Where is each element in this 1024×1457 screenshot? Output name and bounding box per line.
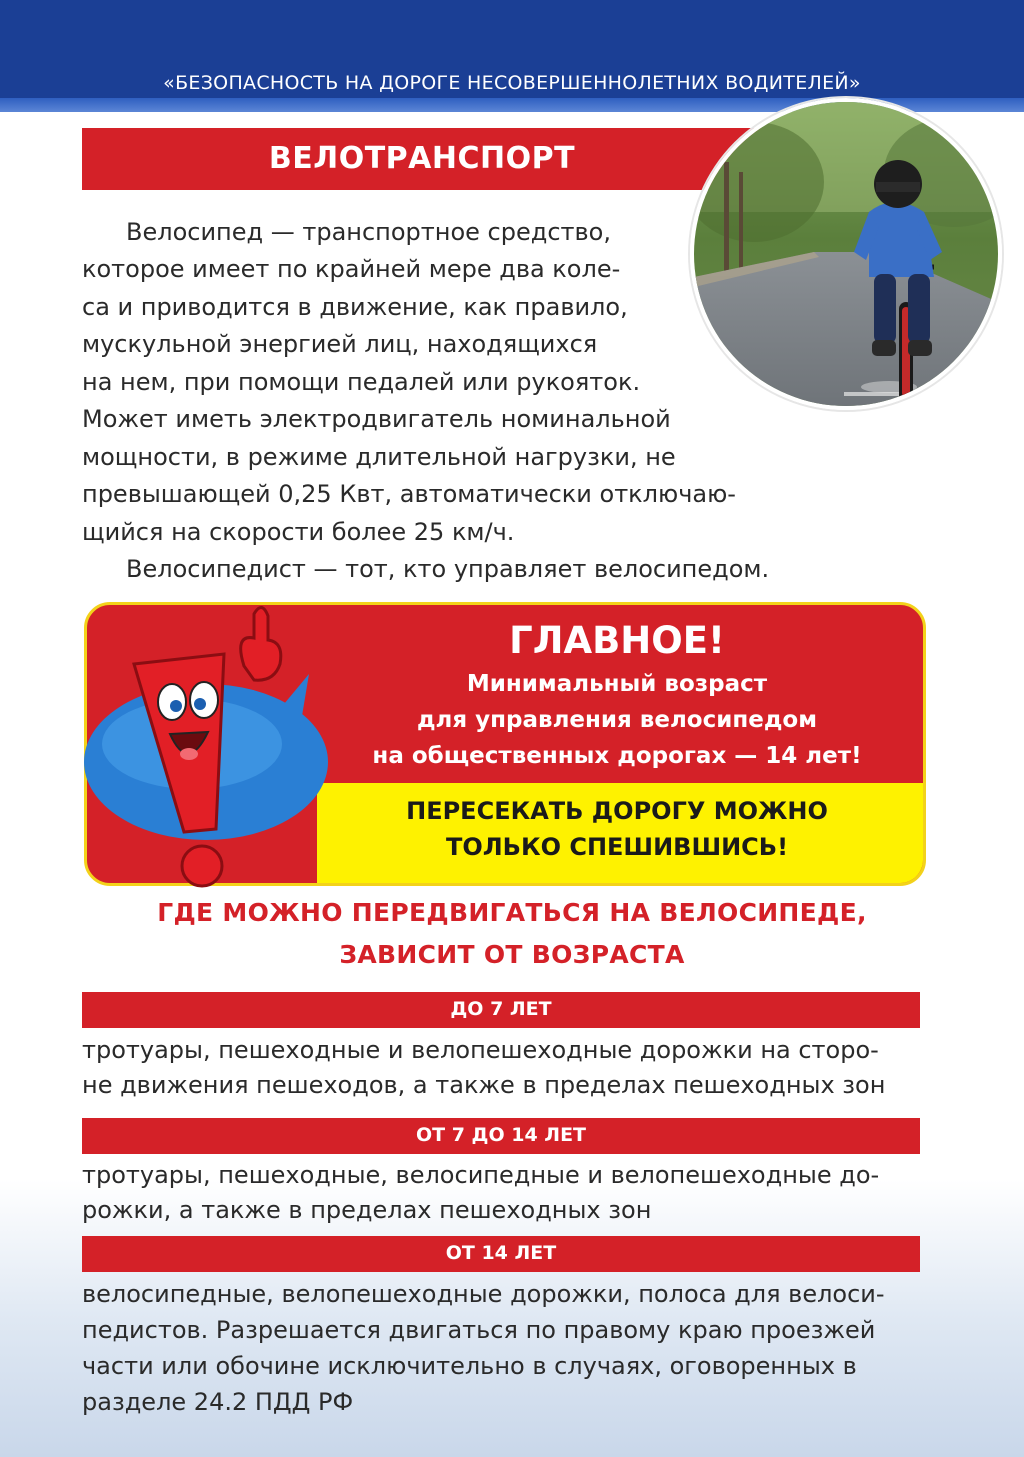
text-line: Может иметь электродвигатель номинальной bbox=[82, 405, 671, 433]
callout-line: для управления велосипедом bbox=[416, 707, 818, 733]
callout-line: Минимальный возраст bbox=[466, 671, 768, 697]
age-rule-line: части или обочине исключительно в случаях, оговоренных в bbox=[82, 1352, 857, 1380]
text-line: которое имеет по крайней мере два коле- bbox=[82, 255, 621, 283]
age-rule-line: педистов. Разрешается двигаться по правому краю проезжей bbox=[82, 1316, 876, 1344]
where-heading: ГДЕ МОЖНО ПЕРЕДВИГАТЬСЯ НА ВЕЛОСИПЕДЕ, bbox=[157, 898, 867, 927]
text-line: мощности, в режиме длительной нагрузки, не bbox=[82, 443, 676, 471]
exclamation-mascot-icon bbox=[84, 594, 344, 894]
age-bar-over-14 bbox=[82, 1236, 920, 1272]
age-label: ДО 7 ЛЕТ bbox=[450, 998, 552, 1020]
text-line: щийся на скорости более 25 км/ч. bbox=[82, 518, 515, 546]
age-bar-under-7 bbox=[82, 992, 920, 1028]
age-label: ОТ 7 ДО 14 ЛЕТ bbox=[415, 1124, 587, 1146]
cyclist-definition: Велосипедист — тот, кто управляет велосипедом. bbox=[126, 555, 770, 583]
age-rule-line: не движения пешеходов, а также в пределах пешеходных зон bbox=[82, 1071, 886, 1099]
header-title: «БЕЗОПАСНОСТЬ НА ДОРОГЕ НЕСОВЕРШЕННОЛЕТНИХ ВОДИТЕЛЕЙ» bbox=[163, 72, 861, 94]
header-band bbox=[0, 0, 1024, 112]
text-line: Велосипед — транспортное средство, bbox=[126, 218, 611, 246]
text-line: на нем, при помощи педалей или рукояток. bbox=[82, 368, 641, 396]
age-rule-line: велосипедные, велопешеходные дорожки, полоса для велоси- bbox=[82, 1280, 885, 1308]
text-line: са и приводится в движение, как правило, bbox=[82, 293, 628, 321]
section-title: ВЕЛОТРАНСПОРТ bbox=[268, 141, 576, 176]
age-bar-7-to-14 bbox=[82, 1118, 920, 1154]
text-line: мускульной энергией лиц, находящихся bbox=[82, 330, 598, 358]
age-rule-line: разделе 24.2 ПДД РФ bbox=[82, 1388, 354, 1416]
callout-warning: ПЕРЕСЕКАТЬ ДОРОГУ МОЖНО bbox=[406, 797, 828, 825]
age-rule-line: тротуары, пешеходные и велопешеходные дорожки на сторо- bbox=[82, 1036, 879, 1064]
where-heading: ЗАВИСИТ ОТ ВОЗРАСТА bbox=[339, 940, 685, 969]
age-label: ОТ 14 ЛЕТ bbox=[445, 1242, 557, 1264]
child-on-bicycle-photo bbox=[690, 98, 1002, 410]
text-line: превышающей 0,25 Квт, автоматически отключаю- bbox=[82, 480, 736, 508]
age-rule-line: рожки, а также в пределах пешеходных зон bbox=[82, 1196, 652, 1224]
callout-line: на общественных дорогах — 14 лет! bbox=[372, 743, 862, 769]
callout-title: ГЛАВНОЕ! bbox=[509, 619, 725, 662]
callout-warning: ТОЛЬКО СПЕШИВШИСЬ! bbox=[445, 833, 789, 861]
age-rule-line: тротуары, пешеходные, велосипедные и велопешеходные до- bbox=[82, 1161, 880, 1189]
